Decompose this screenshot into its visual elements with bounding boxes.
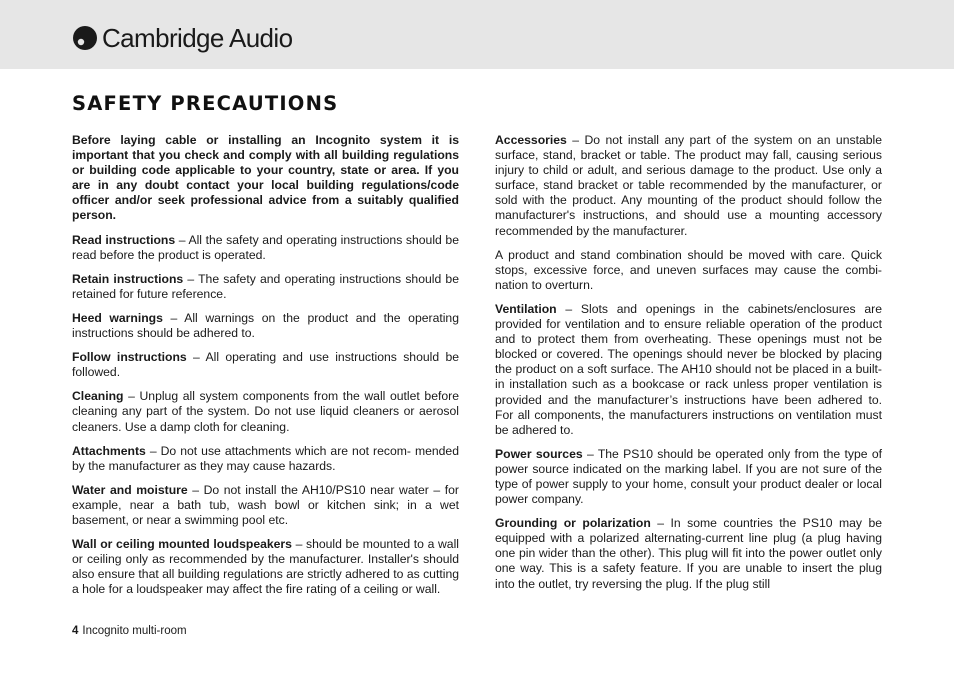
precaution-text: – Unplug all system components from the wall outlet before cleaning any part of the system. Do not use liquid cleaners or aerosol cleaners. Use a damp cloth for cleaning. bbox=[72, 389, 459, 434]
precaution-term: Follow instructions bbox=[72, 350, 187, 365]
precaution-term: Ventilation bbox=[495, 301, 557, 316]
cambridge-audio-logo-icon bbox=[72, 25, 98, 51]
precaution-term: Attachments bbox=[72, 443, 146, 458]
precaution-text: – should be mounted to a wall or ceiling only as recommended by the manufacturer. Installer's should also ensure that all building regulations are strictly adhered to as cutting a hole for a loudspeaker may affect the fire rating of a ceiling or wall. bbox=[72, 537, 459, 597]
precaution-term: Power sources bbox=[495, 446, 583, 461]
precaution-text: – Do not install any part of the system on an unstable surface, stand, bracket or table. The product may fall, causing serious injury to child or adult, and serious damage to the product. Use only a surface, stand bracket or table recommended by the manufacturer, or sold with the product. Any mounting of the product should follow the manufacturer's instructions, and should use a mounting accessory recommended by the manufacturer. bbox=[495, 133, 882, 238]
precaution-water-moisture bbox=[72, 483, 459, 528]
precaution-retain-instructions bbox=[72, 272, 459, 302]
precaution-mounted-loudspeakers bbox=[72, 537, 459, 597]
precaution-text: – Do not install the AH10/PS10 near water – for example, near a bath tub, wash bowl or kitchen sink; in a wet basement, or near a swimming pool etc. bbox=[72, 482, 459, 527]
precaution-term: Cleaning bbox=[72, 389, 124, 404]
precaution-term: Heed warnings bbox=[72, 310, 163, 325]
precaution-ventilation bbox=[495, 302, 882, 438]
precaution-text: – Slots and openings in the cabinets/enclosures are provided for ventilation and to ensure reliable operation of the product and to protect them from overheating. These openings must not be blocked or covered. The openings should never be blocked by placing the product on a soft surface. The AH10 should not be placed in a built-in installation such as a bookcase or rack unless proper ventilation is provided and the manufacturer’s instructions have been adhered to. For all components, the manufacturers instructions on ventilation must be adhered to. bbox=[495, 301, 882, 437]
precaution-text: – All the safety and operating instructions should be read before the product is operated. bbox=[72, 232, 459, 262]
precaution-term: Wall or ceiling mounted loudspeakers bbox=[72, 537, 292, 552]
precaution-grounding bbox=[495, 516, 882, 591]
precaution-read-instructions bbox=[72, 233, 459, 263]
footer-label: Incognito multi-room bbox=[82, 625, 187, 637]
page-title: SAFETY PRECAUTIONS bbox=[72, 92, 339, 115]
precaution-term: Read instructions bbox=[72, 232, 176, 247]
precaution-text: – Do not use attachments which are not recom- mended by the manufacturer as they may cause hazards. bbox=[72, 443, 459, 473]
page-number: 4 bbox=[72, 625, 79, 637]
left-column bbox=[72, 133, 459, 606]
header-band bbox=[0, 0, 954, 69]
precaution-cleaning bbox=[72, 389, 459, 434]
precaution-text: – The safety and operating instructions should be retained for future reference. bbox=[72, 271, 459, 301]
precaution-text: – All operating and use instructions should be followed. bbox=[72, 350, 460, 380]
precaution-term: Grounding or polarization bbox=[495, 516, 651, 531]
precaution-text: A product and stand combination should be moved with care. Quick stops, excessive force, and uneven surfaces may cause the combi- nation to overturn. bbox=[495, 247, 882, 292]
precaution-stand-combination bbox=[495, 248, 882, 293]
precaution-follow-instructions bbox=[72, 350, 459, 380]
brand-logo bbox=[72, 21, 292, 55]
precaution-text: – The PS10 should be operated only from the type of power source indicated on the marking label. If you are not sure of the type of power supply to your home, consult your product dealer or local power company. bbox=[495, 446, 882, 507]
precaution-term: Water and moisture bbox=[72, 482, 188, 497]
page-footer bbox=[72, 623, 187, 639]
precaution-heed-warnings bbox=[72, 311, 459, 341]
precaution-term: Accessories bbox=[495, 133, 567, 147]
precaution-term: Retain instructions bbox=[72, 271, 184, 286]
precaution-text: – All warnings on the product and the operating instructions should be adhered to. bbox=[72, 310, 459, 341]
precaution-attachments bbox=[72, 444, 459, 474]
brand-name: Cambridge Audio bbox=[102, 23, 293, 53]
intro-paragraph: Before laying cable or installing an Incognito system it is important that you check and comply with all building regulations or building code applicable to your country, state or area. If you are in any doubt contact your local building regulations/code officer and/or seek professional advice from a suitably qualified person. bbox=[72, 133, 459, 223]
precaution-power-sources bbox=[495, 447, 882, 507]
right-column bbox=[495, 133, 882, 601]
precaution-text: – In some countries the PS10 may be equipped with a polarized alternating-current line plug (a plug having one pin wider than the other). This plug will fit into the power outlet only one way. This is a safety feature. If you are unable to insert the plug into the outlet, try reversing the plug. If the plug still bbox=[495, 516, 883, 591]
precaution-accessories bbox=[495, 133, 882, 239]
